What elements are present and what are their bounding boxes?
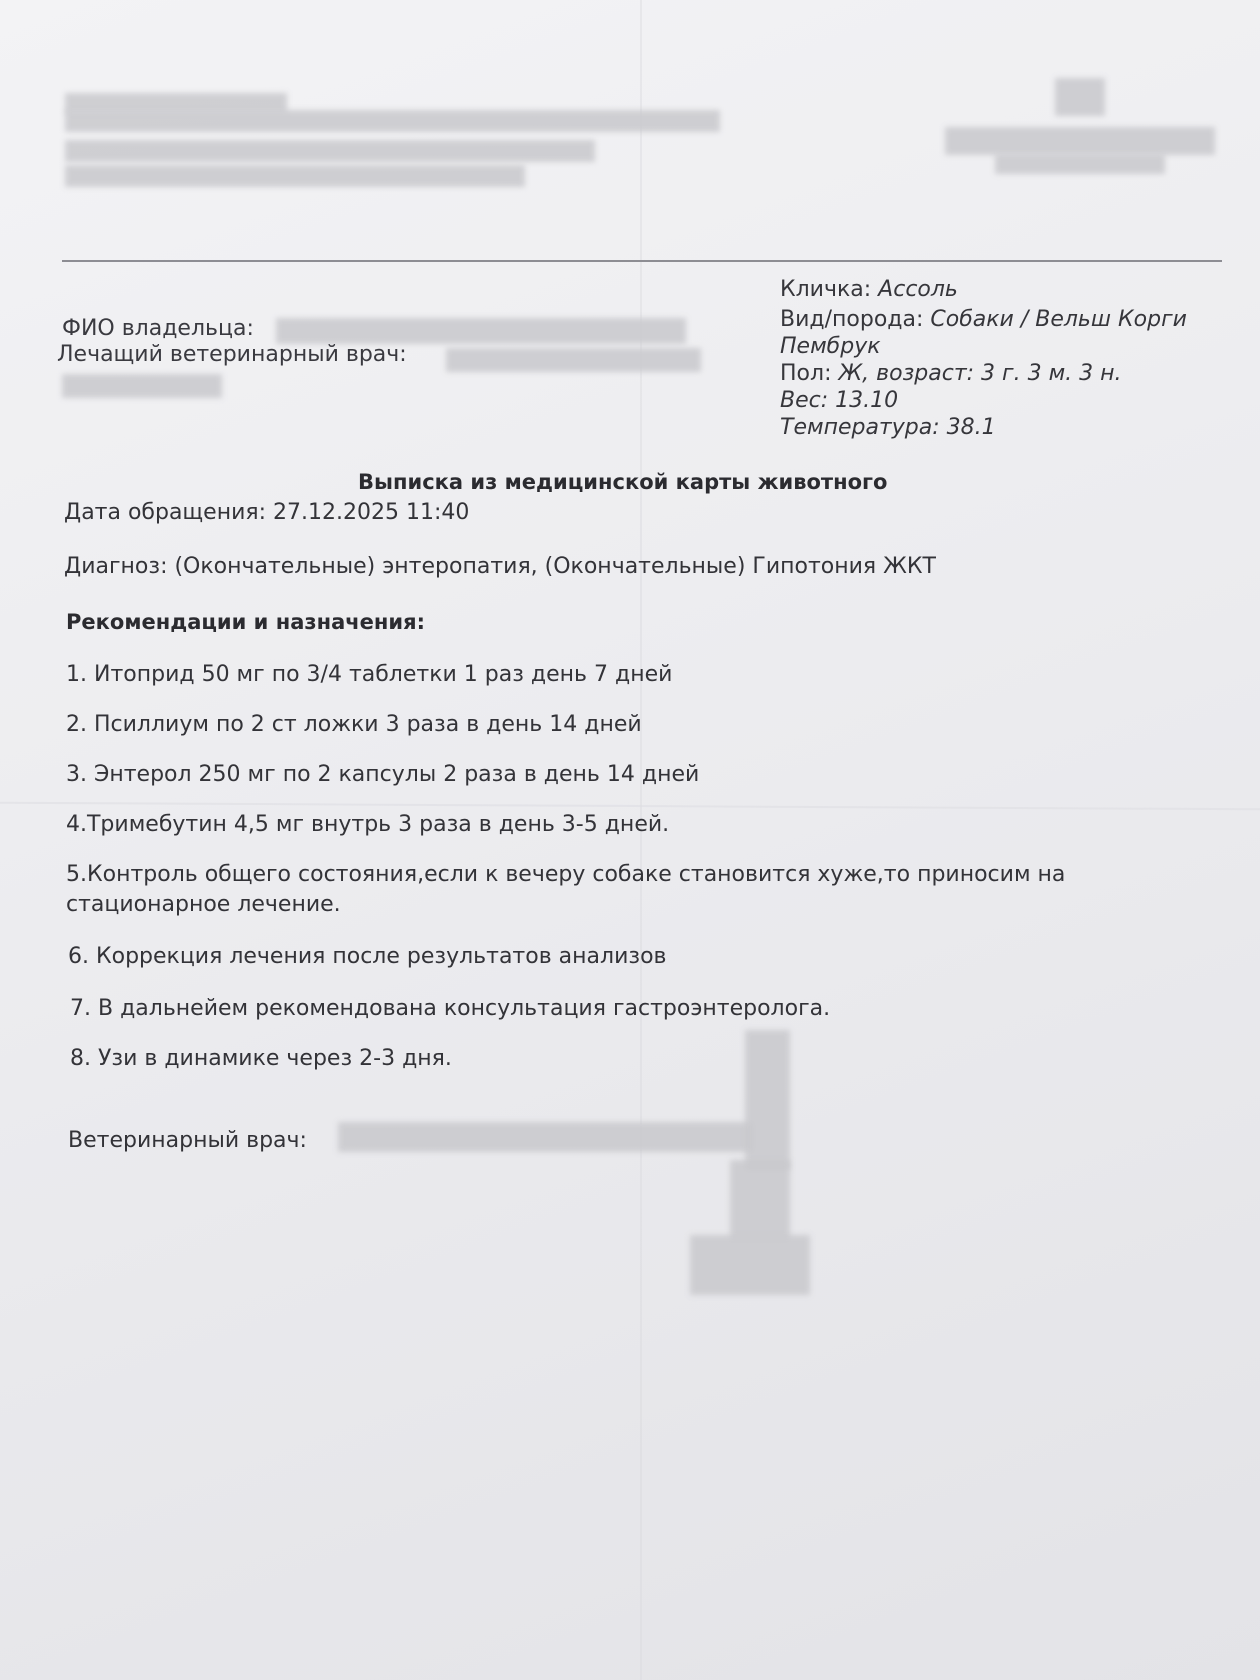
redacted-doctor-name [446, 348, 701, 372]
recommendation-item-cont: стационарное лечение. [66, 892, 341, 917]
recommendation-item: 2. Псиллиум по 2 ст ложки 3 раза в день 14 дней [66, 712, 642, 737]
patient-sex-label: Пол: [780, 361, 832, 386]
doctor-label: Лечащий ветеринарный врач: [57, 342, 407, 367]
diagnosis: Диагноз: (Окончательные) энтеропатия, (Окончательные) Гипотония ЖКТ [64, 554, 936, 579]
recommendation-item: 6. Коррекция лечения после результатов анализов [68, 944, 667, 969]
header-divider [62, 260, 1222, 262]
redacted-clinic-header-line2 [65, 110, 720, 132]
patient-species-cont: Пембрук [780, 334, 881, 359]
patient-weight-value: 13.10 [835, 388, 899, 413]
redacted-phone [945, 127, 1215, 155]
paper-fold-horizontal [0, 802, 1260, 811]
patient-weight-line [780, 387, 898, 414]
redacted-signature-name [338, 1122, 753, 1152]
patient-name-value: Ассоль [878, 277, 958, 302]
patient-species-value: Собаки / Вельш Корги [930, 307, 1187, 332]
paper-fold-vertical [640, 0, 642, 1680]
redacted-stamp [745, 1030, 790, 1170]
redacted-doctor-name-2 [62, 374, 222, 398]
redacted-logo [1055, 78, 1105, 116]
patient-sex-age-value: Ж, возраст: 3 г. 3 м. 3 н. [838, 361, 1122, 386]
patient-temp-label: Температура: [780, 415, 940, 440]
patient-sex-age-line [780, 360, 1122, 387]
patient-species-label: Вид/порода: [780, 307, 924, 332]
redacted-clinic-header-line4 [65, 165, 525, 187]
patient-name-label: Кличка: [780, 277, 872, 302]
patient-weight-label: Вес: [780, 388, 829, 413]
redacted-phone-2 [995, 154, 1165, 174]
visit-date: Дата обращения: 27.12.2025 11:40 [64, 500, 470, 525]
redacted-clinic-header-line3 [65, 140, 595, 162]
patient-temp-line [780, 414, 996, 441]
recommendation-item: 3. Энтерол 250 мг по 2 капсулы 2 раза в день 14 дней [66, 762, 700, 787]
redacted-stamp-2 [730, 1160, 790, 1240]
owner-label: ФИО владельца: [62, 316, 254, 341]
redacted-stamp-3 [690, 1235, 810, 1295]
recommendation-item: 1. Итоприд 50 мг по 3/4 таблетки 1 раз день 7 дней [66, 662, 673, 687]
signature-label: Ветеринарный врач: [68, 1128, 307, 1153]
patient-species-line [780, 306, 1187, 333]
recommendation-item: 5.Контроль общего состояния,если к вечеру собаке становится хуже,то приносим на [66, 862, 1066, 887]
patient-name-line [780, 276, 958, 303]
recommendation-item: 4.Тримебутин 4,5 мг внутрь 3 раза в день 3-5 дней. [66, 812, 670, 837]
document-title: Выписка из медицинской карты животного [358, 470, 888, 494]
patient-temp-value: 38.1 [946, 415, 996, 440]
recommendation-item: 7. В дальнейем рекомендована консультация гастроэнтеролога. [70, 996, 831, 1021]
recommendation-item: 8. Узи в динамике через 2-3 дня. [70, 1046, 452, 1071]
recommendations-heading: Рекомендации и назначения: [66, 610, 426, 634]
redacted-owner-name [276, 318, 686, 344]
